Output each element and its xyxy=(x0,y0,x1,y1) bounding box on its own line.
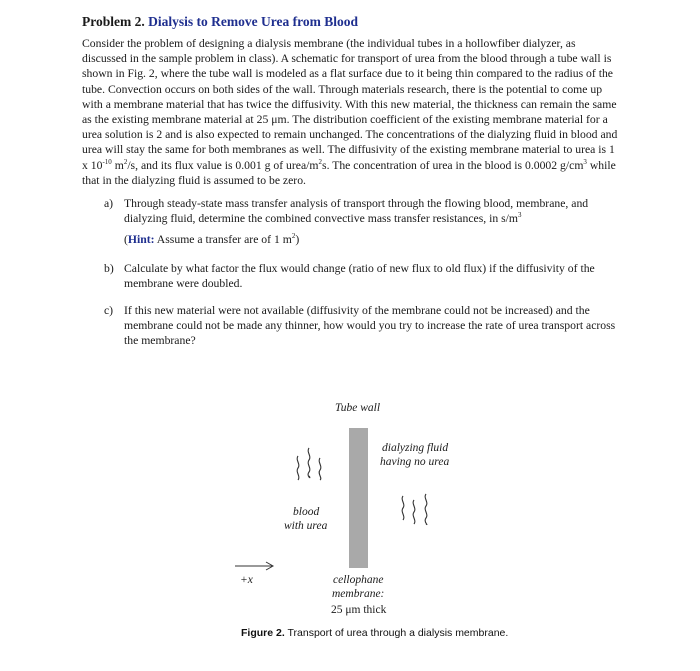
statement-text: s. The concentration of urea in the blood is 0.0002 g/cm xyxy=(322,158,584,172)
figure-caption xyxy=(241,627,508,639)
statement-text: m xyxy=(111,158,124,172)
blood-squiggle-icons xyxy=(297,448,321,480)
squiggle-icon xyxy=(319,458,321,480)
exponent: 3 xyxy=(518,211,522,220)
squiggle-icon xyxy=(402,496,404,520)
dialyzing-fluid-label: dialyzing fluid xyxy=(382,442,449,454)
problem-label: Problem 2. xyxy=(82,14,145,29)
problem-statement xyxy=(82,36,622,188)
thickness-label: 25 μm thick xyxy=(331,604,387,616)
question-c xyxy=(82,303,622,349)
question-b xyxy=(82,261,622,291)
hint-text: Assume a transfer are of 1 m xyxy=(154,233,292,247)
question-letter: c) xyxy=(104,304,114,318)
caption-label: Figure 2. xyxy=(241,627,285,639)
exponent: 3 xyxy=(583,157,587,166)
dialyzing-fluid-label-2: having no urea xyxy=(380,456,450,468)
cellophane-label: cellophane xyxy=(333,574,384,586)
statement-text: /s, and its flux value is 0.001 g of urea/m xyxy=(127,158,319,172)
exponent: 2 xyxy=(291,232,296,241)
hint-paren: ) xyxy=(295,233,300,247)
statement-text: while that in the dialyzing fluid is assumed to be zero. xyxy=(82,158,616,187)
exponent: 2 xyxy=(123,157,128,166)
squiggle-icon xyxy=(308,448,310,478)
hint-label: Hint: xyxy=(127,233,155,247)
membrane-label: membrane: xyxy=(332,588,385,600)
question-text: If this new material were not available (diffusivity of the membrane could not be increased) and the membrane could not be made any thinner, how would you try to increase the rate of urea transport across the membrane? xyxy=(124,304,616,348)
squiggle-icon xyxy=(297,456,299,480)
x-axis-arrow-icon xyxy=(235,562,273,570)
tube-wall-label: Tube wall xyxy=(335,402,381,414)
question-text: Through steady-state mass transfer analysis of transport through the flowing blood, membrane, and dialyzing fluid, determine the combined convective mass transfer resistances, in s/m xyxy=(124,197,589,226)
problem-title xyxy=(82,14,622,30)
problem-title-text: Dialysis to Remove Urea from Blood xyxy=(148,14,358,29)
hint-paren: ( xyxy=(124,233,128,247)
problem-document xyxy=(82,14,622,349)
axis-label: +x xyxy=(240,574,253,586)
statement-text: Consider the problem of designing a dialysis membrane (the individual tubes in a hollowfiber dialyzer, as discussed in the sample problem in class). A schematic for transport of urea from the blood through a tube wall is shown in Fig. 2, where the tube wall is modeled as a flat surface due to it being thin compared to the radius of the tube. Convection occurs on both sides of the wall. Through materials research, there is the potential to come up with a membrane material that has twice the diffusivity. With this new material, the thickness can remain the same as the existing membrane material at 25 μm. The distribution coefficient of the existing membrane material for a urea solution is 2 and is also expected to remain unchanged. The concentrations of the dialyzing fluid in blood and urea will stay the same for both membranes as well. The diffusivity of the existing membrane material to urea is 1 x 10 xyxy=(82,37,618,172)
hint xyxy=(82,232,622,247)
blood-label-2: with urea xyxy=(284,520,328,532)
question-letter: a) xyxy=(104,197,114,211)
exponent: 2 xyxy=(318,157,323,166)
blood-label: blood xyxy=(293,506,320,518)
question-list xyxy=(82,196,622,349)
question-letter: b) xyxy=(104,261,114,275)
squiggle-icon xyxy=(425,494,427,525)
question-text: Calculate by what factor the flux would change (ratio of new flux to old flux) if the diffusivity of the membrane were doubled. xyxy=(124,261,595,290)
caption-text: Transport of urea through a dialysis membrane. xyxy=(284,627,509,639)
dialyzing-squiggle-icons xyxy=(402,494,427,525)
question-a xyxy=(82,196,622,226)
squiggle-icon xyxy=(413,500,415,524)
exponent: -10 xyxy=(102,157,112,166)
membrane-wall xyxy=(349,428,368,568)
